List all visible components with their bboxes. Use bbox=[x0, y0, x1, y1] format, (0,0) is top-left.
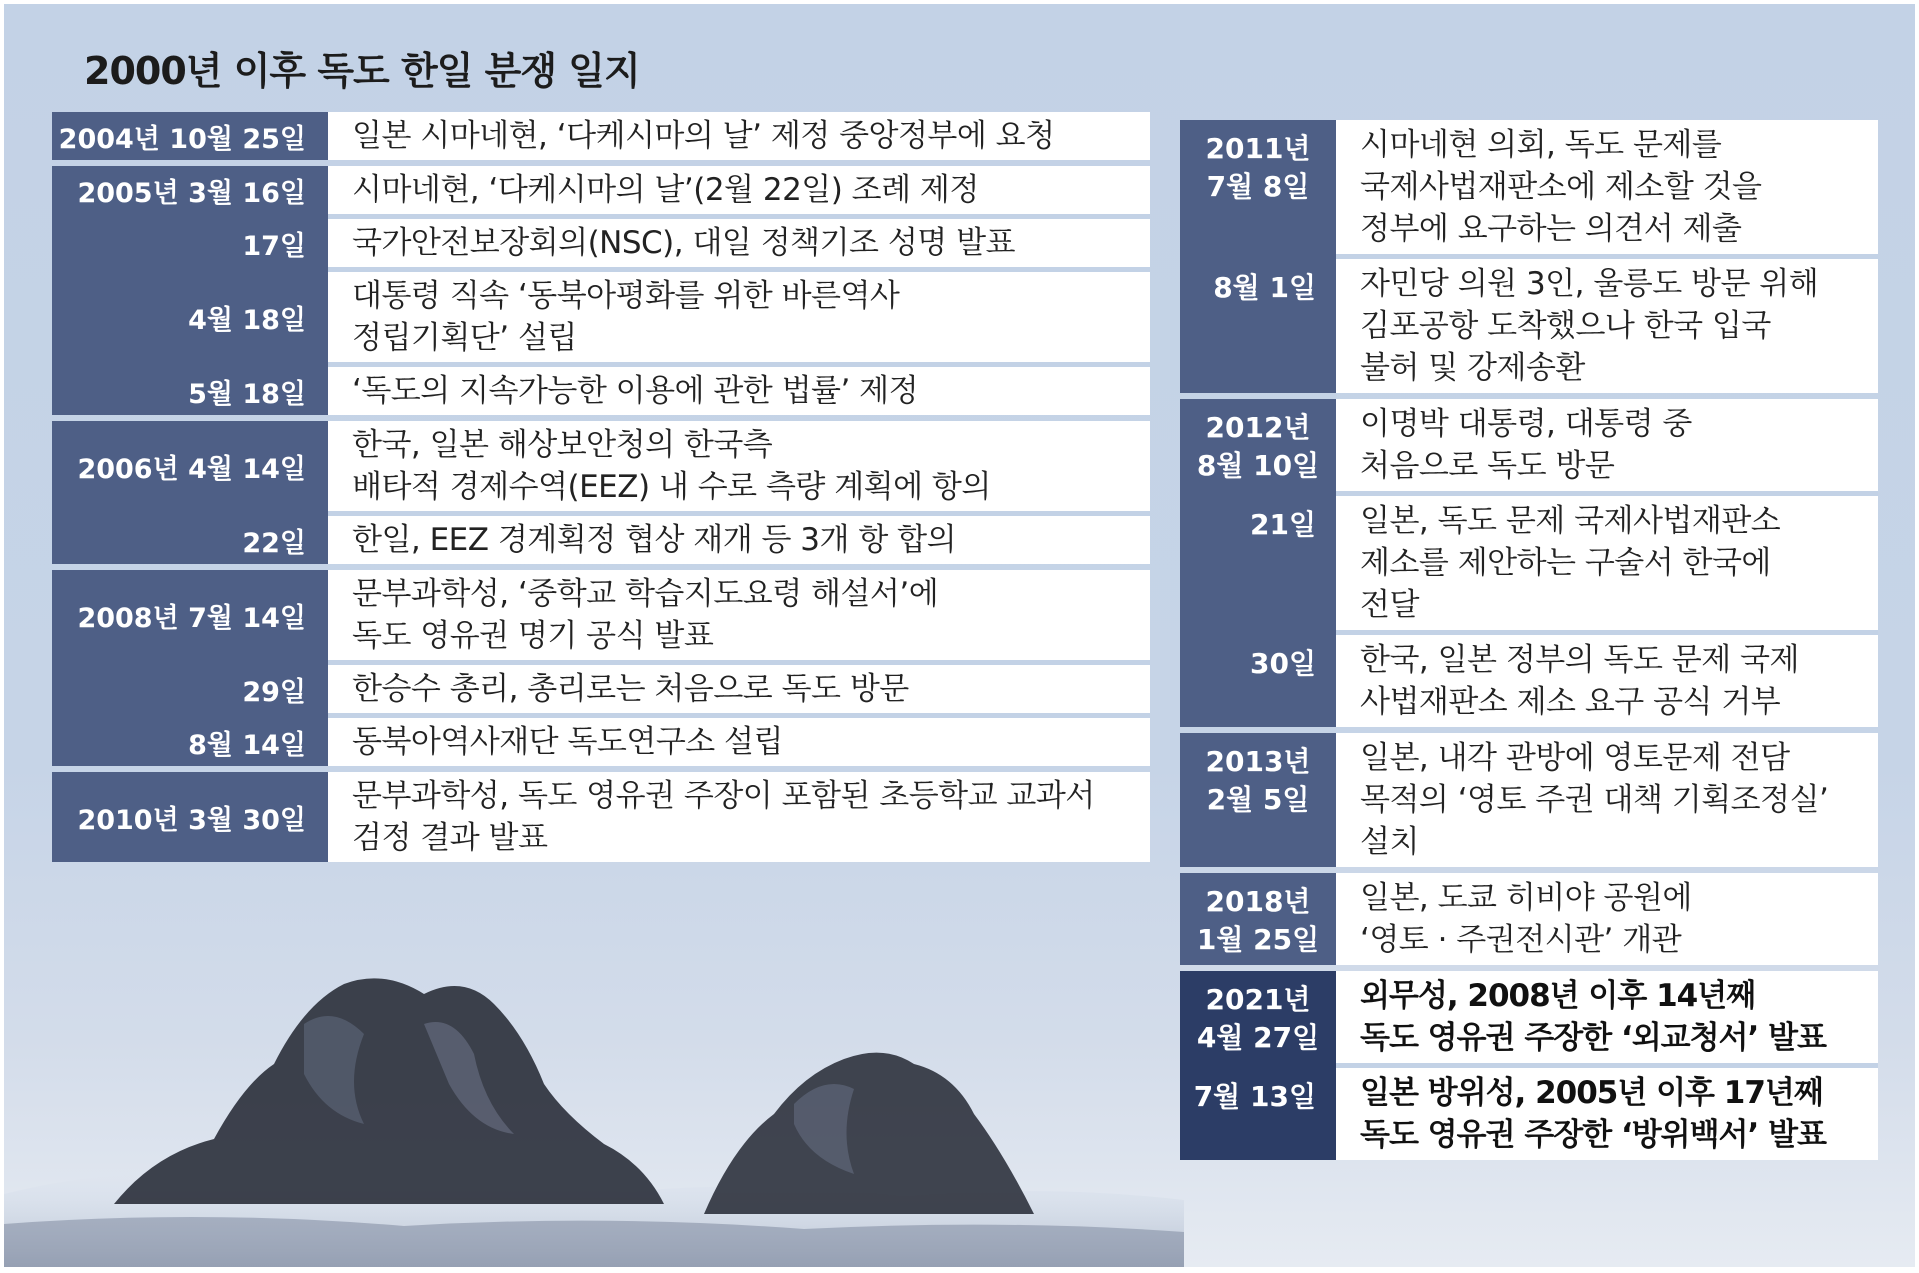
entry-date-line: 8월 14일 bbox=[188, 729, 306, 761]
timeline-entry bbox=[188, 267, 1150, 362]
timeline-entry bbox=[242, 511, 1150, 564]
entry-date-line: 2005년 3월 16일 bbox=[77, 177, 306, 209]
entry-date bbox=[1180, 399, 1336, 491]
entry-date-line: 2011년 bbox=[1205, 132, 1311, 165]
timeline-group bbox=[52, 570, 1150, 766]
timeline-group bbox=[52, 112, 1150, 160]
entry-date bbox=[78, 219, 328, 267]
timeline-entry bbox=[1249, 491, 1878, 630]
timeline-group bbox=[52, 166, 1150, 415]
timeline-group bbox=[52, 421, 1150, 564]
entry-date bbox=[78, 718, 328, 766]
timeline-entry bbox=[1193, 1063, 1878, 1160]
entry-text: 일본 시마네현, ‘다케시마의 날’ 제정 중앙정부에 요청 bbox=[352, 118, 1055, 154]
entry-date-line: 2018년 bbox=[1205, 885, 1311, 918]
entry-date bbox=[58, 112, 328, 160]
infographic-canvas bbox=[4, 4, 1915, 1267]
timeline-entry bbox=[188, 713, 1150, 766]
timeline-entry bbox=[1196, 399, 1878, 491]
entry-date-line: 8월 1일 bbox=[1213, 271, 1316, 304]
entry-text: 동북아역사재단 독도연구소 설립 bbox=[352, 724, 783, 760]
timeline-group bbox=[52, 772, 1150, 862]
timeline-group bbox=[1180, 873, 1878, 965]
entry-date-line: 2010년 3월 30일 bbox=[77, 804, 306, 836]
entry-date-line: 2021년 bbox=[1205, 983, 1311, 1016]
entry-date bbox=[1180, 1068, 1336, 1160]
entry-date-line: 30일 bbox=[1249, 647, 1316, 680]
timeline-group bbox=[1180, 733, 1878, 867]
entry-date-line: 2012년 bbox=[1205, 411, 1311, 444]
timeline-entry bbox=[77, 421, 1150, 511]
timeline-entry bbox=[58, 112, 1150, 160]
entry-date bbox=[1180, 873, 1336, 965]
entry-text: 일본 방위성, 2005년 이후 17년째 독도 영유권 주장한 ‘방위백서’ 발표 bbox=[1360, 1075, 1826, 1153]
timeline-entry bbox=[1213, 254, 1878, 393]
entry-text: 일본, 내각 관방에 영토문제 전담 목적의 ‘영토 주권 대책 기획조정실’ 설치 bbox=[1360, 740, 1829, 860]
entry-date-line: 21일 bbox=[1249, 508, 1316, 541]
entry-date-line: 2008년 7월 14일 bbox=[77, 602, 306, 634]
entry-date-line: 4월 27일 bbox=[1196, 1021, 1320, 1054]
timeline-entry bbox=[77, 772, 1150, 862]
entry-date-line: 7월 8일 bbox=[1206, 170, 1310, 203]
entry-text: 일본, 도쿄 히비야 공원에 ‘영토 · 주권전시관’ 개관 bbox=[1360, 880, 1692, 958]
timeline-group bbox=[1180, 120, 1878, 393]
timeline-entry bbox=[1249, 630, 1878, 727]
entry-date-line: 2004년 10월 25일 bbox=[58, 123, 306, 155]
entry-text: 문부과학성, 독도 영유권 주장이 포함된 초등학교 교과서 검정 결과 발표 bbox=[352, 778, 1095, 856]
entry-date-line: 2월 5일 bbox=[1206, 783, 1310, 816]
entry-text: 국가안전보장회의(NSC), 대일 정책기조 성명 발표 bbox=[352, 225, 1015, 261]
entry-date bbox=[1180, 496, 1336, 630]
entry-text: 이명박 대통령, 대통령 중 처음으로 독도 방문 bbox=[1360, 406, 1692, 484]
entry-date bbox=[78, 516, 328, 564]
timeline-entry bbox=[77, 570, 1150, 660]
timeline-right-column bbox=[1180, 120, 1878, 1166]
timeline-entry bbox=[1196, 873, 1878, 965]
entry-date-line: 29일 bbox=[242, 676, 306, 708]
dokdo-illustration bbox=[4, 964, 1184, 1267]
entry-date bbox=[1180, 971, 1336, 1063]
timeline-left-column bbox=[52, 112, 1150, 868]
entry-date-line: 8월 10일 bbox=[1196, 449, 1320, 482]
entry-date bbox=[78, 665, 328, 713]
entry-date bbox=[78, 421, 328, 511]
timeline-entry bbox=[1205, 120, 1878, 254]
timeline-entry bbox=[242, 660, 1150, 713]
entry-date bbox=[78, 570, 328, 660]
entry-date-line: 22일 bbox=[242, 527, 306, 559]
entry-date bbox=[1180, 635, 1336, 727]
timeline-group bbox=[1180, 971, 1878, 1160]
entry-date bbox=[78, 367, 328, 415]
entry-text: 한국, 일본 해상보안청의 한국측 배타적 경제수역(EEZ) 내 수로 측량 계획에 항의 bbox=[352, 427, 991, 505]
timeline-entry bbox=[1196, 971, 1878, 1063]
timeline-entry bbox=[1205, 733, 1878, 867]
timeline-group bbox=[1180, 399, 1878, 727]
entry-date-line: 2006년 4월 14일 bbox=[77, 453, 306, 485]
entry-text: 문부과학성, ‘중학교 학습지도요령 해설서’에 독도 영유권 명기 공식 발표 bbox=[352, 576, 939, 654]
timeline-entry bbox=[242, 214, 1150, 267]
entry-date bbox=[1180, 120, 1336, 254]
entry-date-line: 1월 25일 bbox=[1196, 923, 1320, 956]
entry-date-line: 4월 18일 bbox=[188, 304, 306, 336]
entry-date-line: 17일 bbox=[242, 230, 306, 262]
entry-text: 시마네현, ‘다케시마의 날’(2월 22일) 조례 제정 bbox=[352, 172, 979, 208]
entry-text: 한국, 일본 정부의 독도 문제 국제 사법재판소 제소 요구 공식 거부 bbox=[1360, 642, 1799, 720]
timeline-entry bbox=[188, 362, 1150, 415]
entry-date-line: 5월 18일 bbox=[188, 378, 306, 410]
entry-text: 시마네현 의회, 독도 문제를 국제사법재판소에 제소할 것을 정부에 요구하는 의견서 제출 bbox=[1360, 127, 1762, 247]
entry-text: 외무성, 2008년 이후 14년째 독도 영유권 주장한 ‘외교청서’ 발표 bbox=[1360, 978, 1826, 1056]
entry-date bbox=[78, 272, 328, 362]
entry-date-line: 7월 13일 bbox=[1193, 1080, 1316, 1113]
entry-date-line: 2013년 bbox=[1205, 745, 1311, 778]
page-title: 2000년 이후 독도 한일 분쟁 일지 bbox=[84, 49, 640, 93]
entry-text: 일본, 독도 문제 국제사법재판소 제소를 제안하는 구술서 한국에 전달 bbox=[1360, 503, 1781, 623]
timeline-entry bbox=[77, 166, 1150, 214]
entry-date bbox=[1180, 733, 1336, 867]
entry-date bbox=[78, 772, 328, 862]
entry-text: 대통령 직속 ‘동북아평화를 위한 바른역사 정립기획단’ 설립 bbox=[352, 278, 900, 356]
entry-date bbox=[1180, 259, 1336, 393]
entry-text: 한일, EEZ 경계획정 협상 재개 등 3개 항 합의 bbox=[352, 522, 957, 558]
entry-text: ‘독도의 지속가능한 이용에 관한 법률’ 제정 bbox=[352, 373, 919, 409]
entry-text: 한승수 총리, 총리로는 처음으로 독도 방문 bbox=[352, 671, 909, 707]
entry-date bbox=[78, 166, 328, 214]
entry-text: 자민당 의원 3인, 울릉도 방문 위해 김포공항 도착했으나 한국 입국 불허 및 강제송환 bbox=[1360, 266, 1819, 386]
